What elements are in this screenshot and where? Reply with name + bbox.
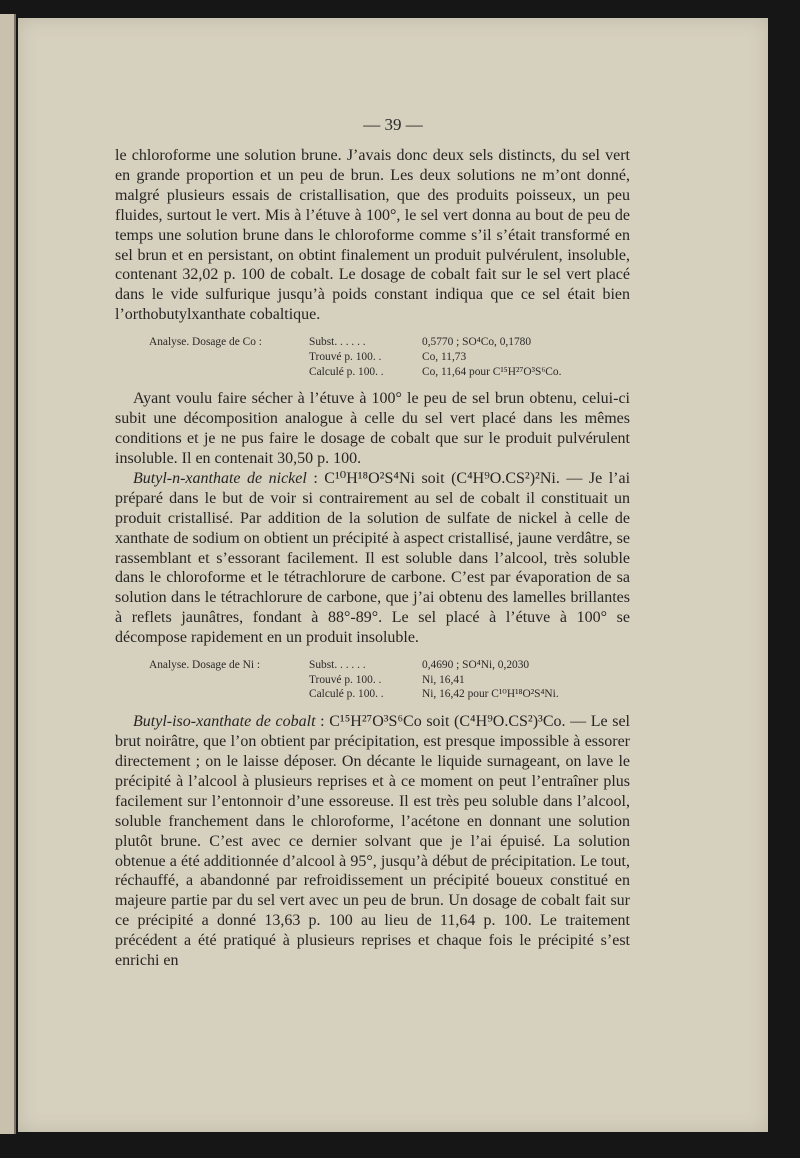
analysis-label — [149, 365, 309, 380]
analysis-label — [149, 687, 309, 702]
page-body — [115, 146, 630, 971]
analysis-key: Trouvé p. 100. . — [309, 350, 382, 363]
paragraph-nickel-xanthate — [115, 469, 630, 648]
paragraph-chloroform: le chloroforme une solution brune. J’avais donc deux sels distincts, du sel vert en grande proportion et un peu de brun. Les deux solutions ne m’ont donné, malgré plusieurs essais de cristallisation, que des produits poisseux, un peu fluides, surtout le vert. Mis à l’étuve à 100°, le sel vert donna au bout de peu de temps une solution brune dans le chloroforme comme s’il s’était transformé en sel brun et en persistant, on obtint finalement un produit pulvérulent, insoluble, contenant 32,02 p. 100 de cobalt. Le dosage de cobalt fait sur le sel vert placé dans le vide sulfurique jusqu’à poids constant indiqua que ce sel était bien l’orthobutylxanthate cobaltique. — [115, 147, 630, 324]
analysis-nickel-table — [149, 658, 630, 702]
analysis-label: Analyse. Dosage de Ni : — [149, 659, 261, 672]
book-page — [18, 18, 768, 1132]
analysis-value: 0,4690 ; SO⁴Ni, 0,2030 — [422, 659, 530, 672]
compound-title: Butyl-iso-xanthate de cobalt — [133, 713, 316, 731]
analysis-value: Ni, 16,42 pour C¹⁰H¹⁸O²S⁴Ni. — [422, 688, 559, 701]
analysis-label — [149, 350, 309, 365]
analysis-value: Co, 11,64 pour C¹⁵H²⁷O³S⁶Co. — [422, 365, 562, 378]
analysis-label: Analyse. Dosage de Co : — [149, 336, 262, 349]
compound-title: Butyl-n-xanthate de nickel — [133, 469, 307, 487]
analysis-row — [149, 673, 630, 688]
analysis-key: Calculé p. 100. . — [309, 688, 384, 701]
analysis-cobalt-table — [149, 335, 630, 379]
analysis-label — [149, 673, 309, 688]
analysis-value: Ni, 16,41 — [422, 673, 465, 686]
previous-page-edge — [0, 14, 16, 1134]
page-number: — 39 — — [363, 115, 423, 134]
analysis-value: Co, 11,73 — [422, 350, 467, 363]
analysis-key: Subst. . . . . . — [309, 336, 366, 349]
paragraph-brown-salt: Ayant voulu faire sécher à l’étuve à 100° le peu de sel brun obtenu, celui-ci subit une décomposition analogue à celle du sel vert placé dans les mêmes conditions et je ne pus faire le dosage de cobalt que sur le produit pulvérulent insoluble. Il en contenait 30,50 p. 100. — [115, 390, 630, 467]
analysis-row — [149, 350, 630, 365]
paragraph-text: : C¹⁵H²⁷O³S⁶Co soit (C⁴H⁹O.CS²)³Co. — Le sel brut noirâtre, que l’on obtient par précipitation, est presque impossible à essorer directement ; on le laisse déposer. On décante le liquide surnageant, on lave le précipité à l’alcool à plusieurs reprises et à ce moment on peut l’entraîner plus facilement sur l’entonnoir d’une essoreuse. Il est très peu soluble dans l’alcool, soluble franchement dans le chloroforme, l’acétone en donnant une solution plutôt brune. C’est avec ce dernier solvant que je l’ai épuisé. La solution obtenue a été additionnée d’alcool à 95°, jusqu’à début de précipitation. Le tout, réchauffé, a abandonné par refroidissement un précipité boueux constitué en majeure partie par du sel vert avec un peu de brun. Un dosage de cobalt fait sur ce précipité a donné 13,63 p. 100 au lieu de 11,64 p. 100. Le traitement précédent a été pratiqué à plusieurs reprises et chaque fois le précipité s’est enrichi en — [115, 713, 630, 970]
analysis-row — [149, 658, 630, 673]
paragraph-iso-xanthate — [115, 712, 630, 971]
analysis-row — [149, 365, 630, 380]
analysis-key: Calculé p. 100. . — [309, 365, 384, 378]
analysis-key: Trouvé p. 100. . — [309, 673, 382, 686]
analysis-value: 0,5770 ; SO⁴Co, 0,1780 — [422, 336, 532, 349]
analysis-row — [149, 335, 630, 350]
paragraph-text: : C¹⁰H¹⁸O²S⁴Ni soit (C⁴H⁹O.CS²)²Ni. — Je l’ai préparé dans le but de voir si contrairement au sel de cobalt il constituait un produit cristallisé. Par addition de la solution de sulfate de nickel à celle de xanthate de sodium on obtient un précipité à aspect cristallisé, jaune verdâtre, se rassemblant et s’essorant facilement. Il est soluble dans l’alcool, très soluble dans le chloroforme et le tétrachlorure de carbone. C’est par évaporation de sa solution dans le tétrachlorure de carbone, que j’ai obtenu des lamelles brillantes à reflets jaunâtres, fondant à 88°-89°. Le sel placé à l’étuve à 100° se décompose rapidement en un produit insoluble. — [115, 469, 631, 647]
analysis-row — [149, 687, 630, 702]
analysis-key: Subst. . . . . . — [309, 659, 366, 672]
